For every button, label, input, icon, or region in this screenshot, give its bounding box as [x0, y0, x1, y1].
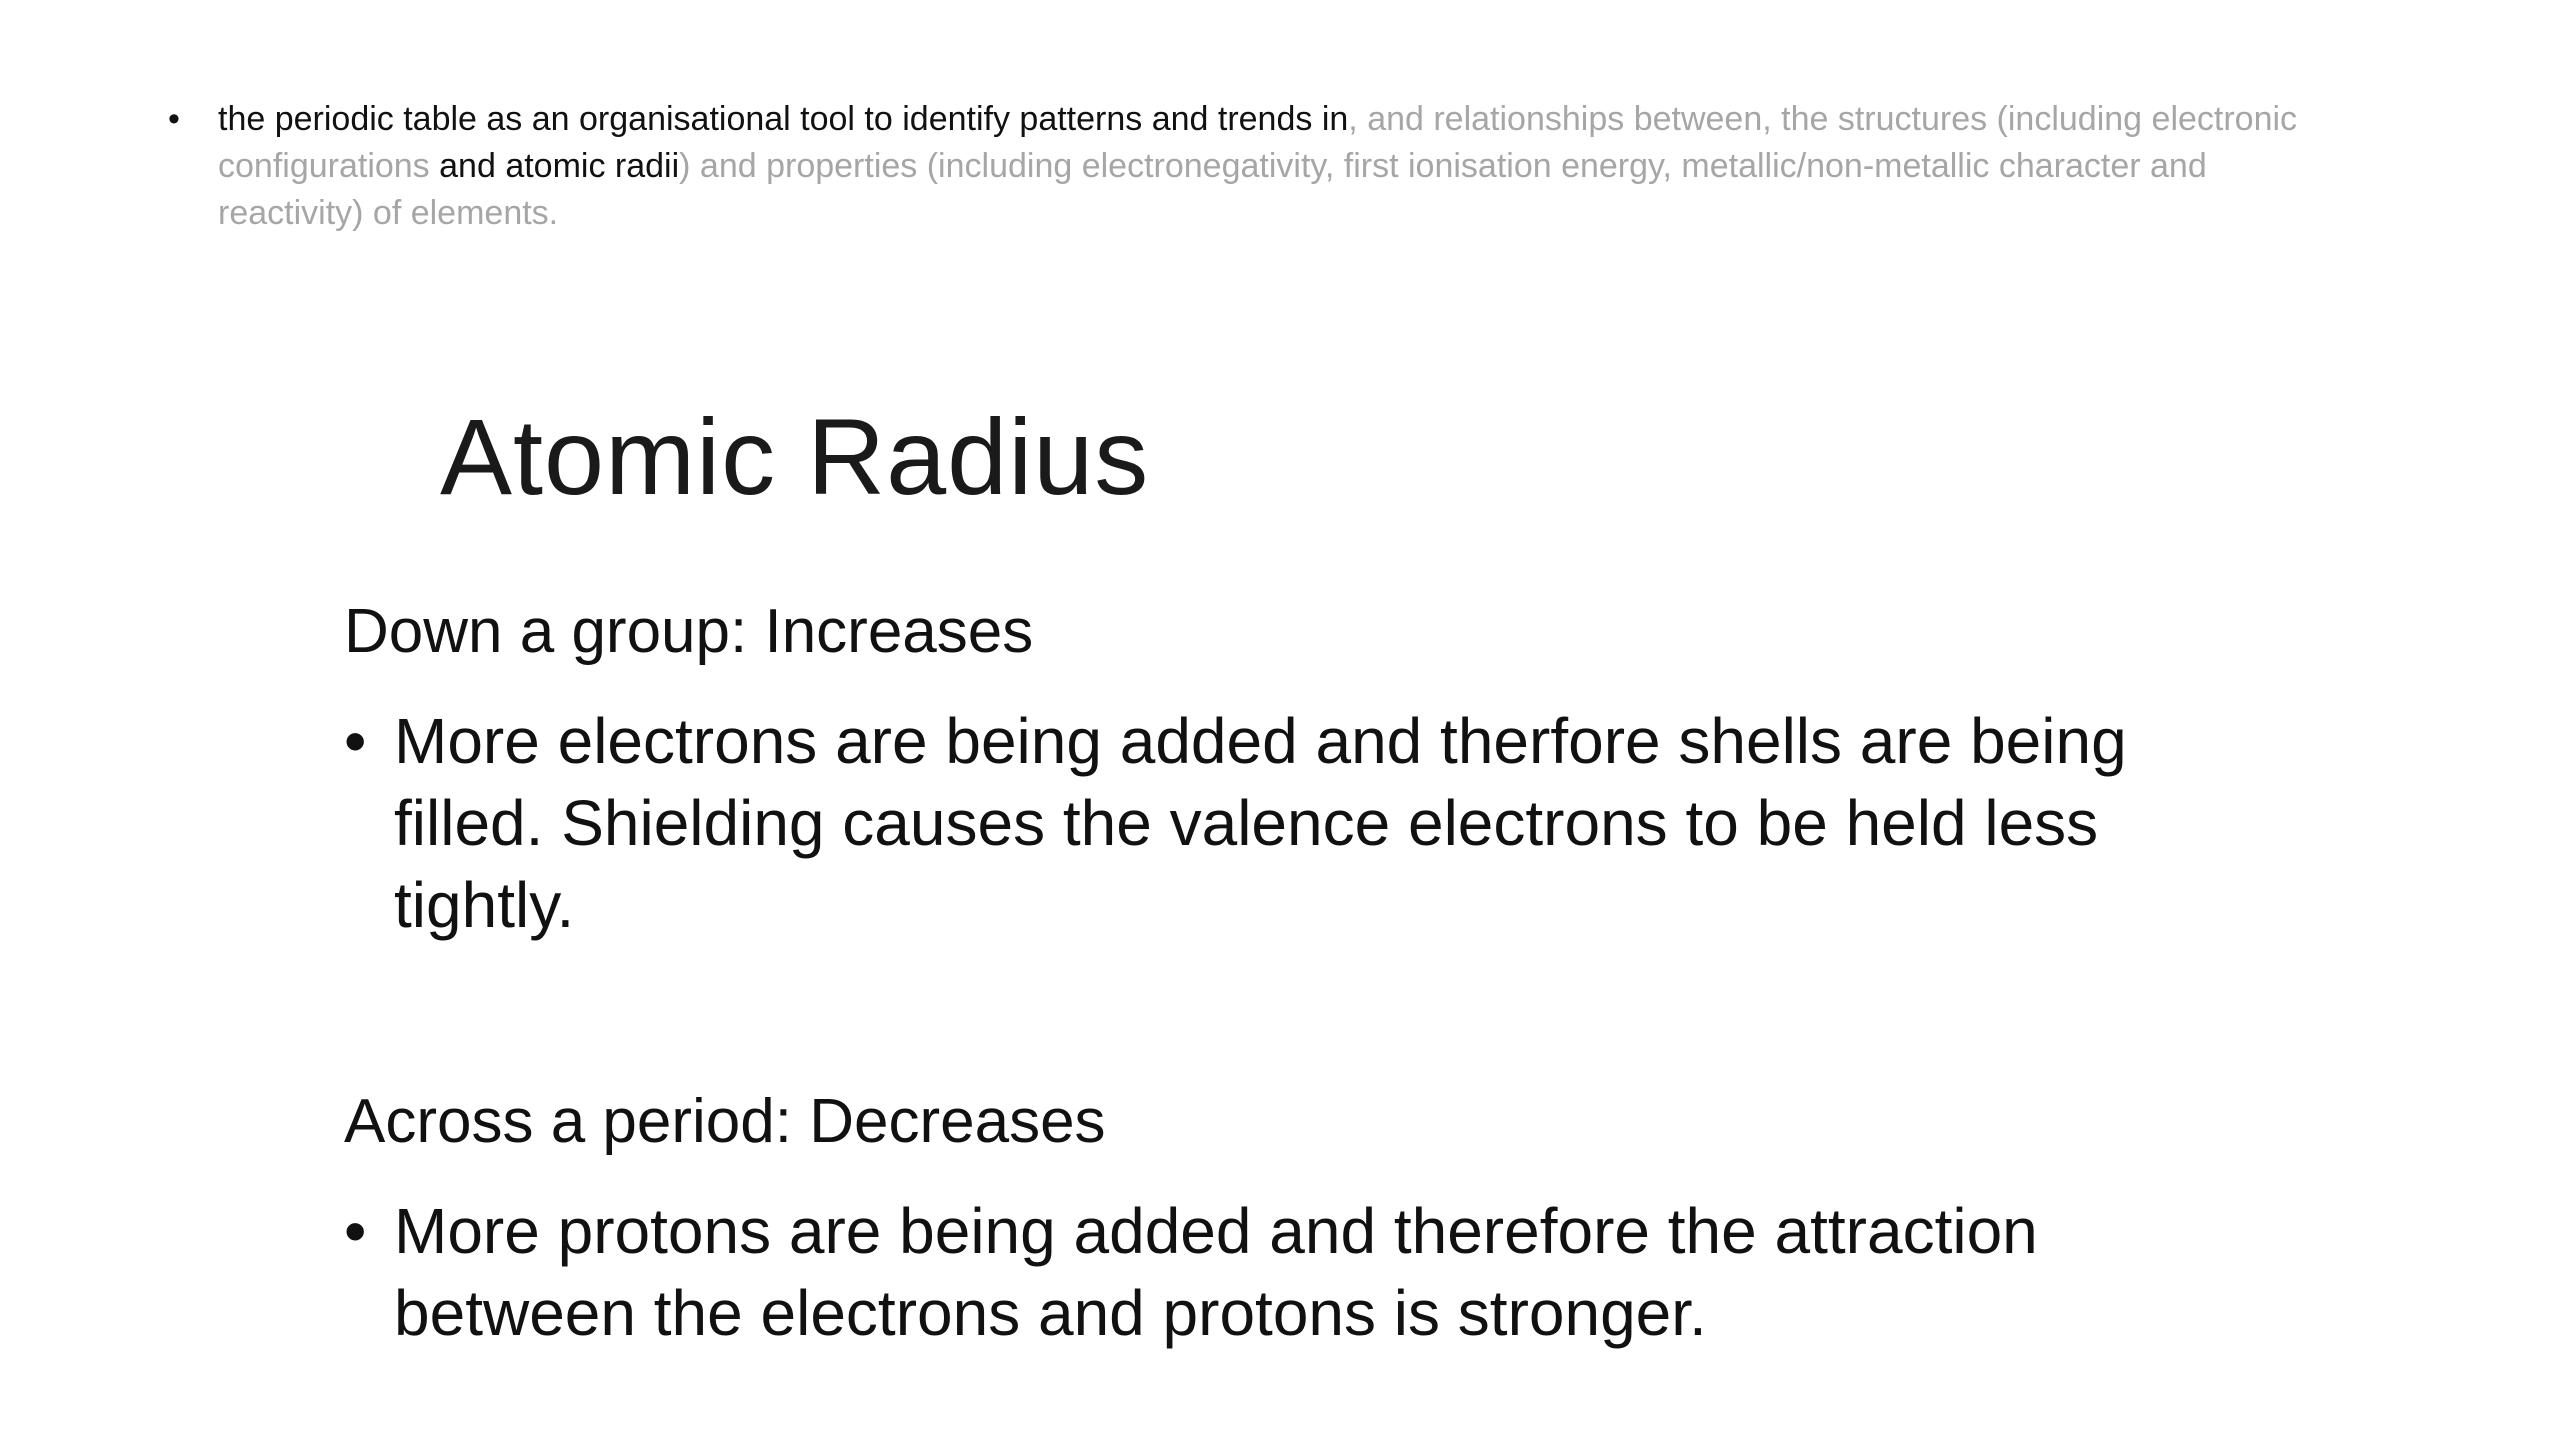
bullet-dot: •: [344, 1195, 367, 1267]
curriculum-segment-highlighted: the periodic table as an organisational tool to identify patterns and trends in: [218, 100, 1349, 138]
bullet-text: More electrons are being added and therfore shells are being filled. Shielding causes the valence electrons to be held less tightly.: [394, 705, 2127, 941]
section-heading-across-period: Across a period: Decreases: [344, 1087, 1106, 1156]
curriculum-segment-muted: ) and properties (including electronegativity, first ionisation energy, metallic/non-metallic character and reactivity) of elements.: [218, 147, 2207, 232]
section-heading-down-group: Down a group: Increases: [344, 597, 1034, 666]
curriculum-point: [168, 96, 2328, 237]
bullet-text: More protons are being added and therefore the attraction between the electrons and protons is stronger.: [394, 1195, 2038, 1349]
bullet-down-group: [344, 700, 2244, 946]
slide-title: Atomic Radius: [440, 396, 1150, 517]
curriculum-segment-highlighted: and atomic radii: [439, 147, 680, 185]
bullet-dot: •: [168, 100, 180, 138]
curriculum-segment-muted: , and relationships between, the structures (including electronic configurations: [218, 100, 2298, 185]
bullet-dot: •: [344, 705, 367, 777]
curriculum-point-text: [218, 96, 2328, 237]
bullet-across-period: [344, 1190, 2244, 1354]
